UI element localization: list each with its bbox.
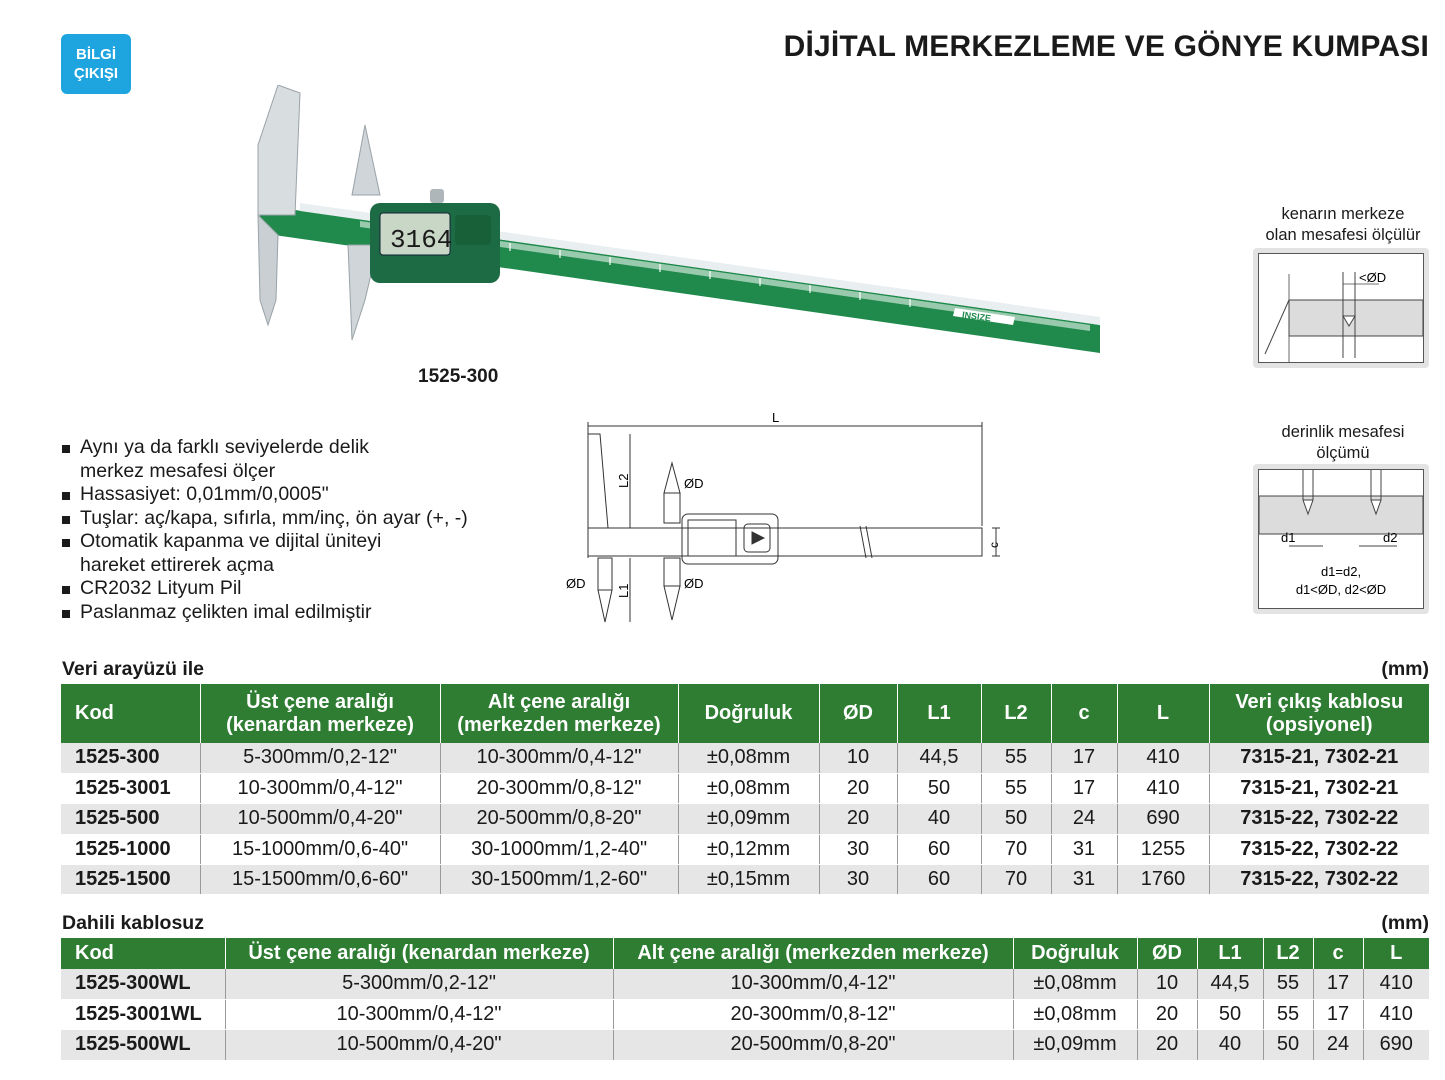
data-interface-table bbox=[61, 684, 1429, 895]
table-cell: ±0,08mm bbox=[678, 743, 819, 773]
wireless-table bbox=[61, 938, 1429, 1061]
table-cell: 31 bbox=[1051, 865, 1117, 895]
table-cell: 40 bbox=[897, 804, 981, 834]
table-cell: 1525-300WL bbox=[61, 969, 225, 999]
table-cell: 50 bbox=[1263, 1030, 1313, 1060]
table-cell: 17 bbox=[1051, 743, 1117, 773]
table-cell: 31 bbox=[1051, 834, 1117, 864]
table-cell: 50 bbox=[1197, 999, 1263, 1029]
table-cell: 30 bbox=[819, 834, 897, 864]
inset2-note-line2: d1<ØD, d2<ØD bbox=[1295, 582, 1387, 597]
table-cell: 1525-3001WL bbox=[61, 999, 225, 1029]
table-cell: 20-300mm/0,8-12" bbox=[613, 999, 1013, 1029]
table-cell: 7315-22, 7302-22 bbox=[1209, 804, 1429, 834]
table-cell: 1525-500WL bbox=[61, 1030, 225, 1060]
table-cell: 10 bbox=[819, 743, 897, 773]
table1-unit: (mm) bbox=[1381, 658, 1429, 680]
inset2-depth-measure bbox=[1253, 464, 1429, 614]
table-cell: 15-1500mm/0,6-60" bbox=[200, 865, 440, 895]
inset1-caption: kenarın merkeze olan mesafesi ölçülür bbox=[1265, 205, 1421, 244]
caliper-product-image bbox=[240, 85, 1110, 365]
table2-header-cell: Üst çene aralığı (kenardan merkeze) bbox=[225, 938, 613, 969]
table-cell: 20 bbox=[819, 804, 897, 834]
table2-header-cell: ØD bbox=[1137, 938, 1197, 969]
table-cell: 1525-300 bbox=[61, 743, 200, 773]
table-cell: 60 bbox=[897, 865, 981, 895]
table-cell: 20-500mm/0,8-20" bbox=[613, 1030, 1013, 1060]
table1-header-l: L bbox=[1117, 684, 1209, 743]
table2-header-cell: c bbox=[1313, 938, 1363, 969]
table-cell: ±0,08mm bbox=[678, 773, 819, 803]
table-row bbox=[61, 865, 1429, 895]
table-cell: 55 bbox=[981, 743, 1051, 773]
table2-header-cell: L1 bbox=[1197, 938, 1263, 969]
table-cell: ±0,08mm bbox=[1013, 999, 1137, 1029]
page-title: DİJİTAL MERKEZLEME VE GÖNYE KUMPASI bbox=[783, 30, 1429, 63]
table-cell: 10-300mm/0,4-12" bbox=[225, 999, 613, 1029]
table-row bbox=[61, 743, 1429, 773]
feature-item: Aynı ya da farklı seviyelerde delik merkez mesafesi ölçer bbox=[62, 436, 532, 483]
table-cell: 70 bbox=[981, 834, 1051, 864]
table-cell: 10-300mm/0,4-12" bbox=[613, 969, 1013, 999]
info-output-badge bbox=[61, 34, 131, 94]
table-cell: 20-300mm/0,8-12" bbox=[440, 773, 678, 803]
table-cell: 7315-22, 7302-22 bbox=[1209, 834, 1429, 864]
table2-header-cell: Alt çene aralığı (merkezden merkeze) bbox=[613, 938, 1013, 969]
table-cell: 24 bbox=[1051, 804, 1117, 834]
dim-label-L1: L1 bbox=[616, 583, 631, 598]
table-cell: 1525-1500 bbox=[61, 865, 200, 895]
inset2-caption: derinlik mesafesi ölçümü bbox=[1281, 423, 1405, 462]
table2-unit: (mm) bbox=[1381, 912, 1429, 934]
table-cell: 1525-1000 bbox=[61, 834, 200, 864]
table-cell: 50 bbox=[981, 804, 1051, 834]
table-cell: 44,5 bbox=[1197, 969, 1263, 999]
table-cell: 55 bbox=[1263, 999, 1313, 1029]
table-cell: 20-500mm/0,8-20" bbox=[440, 804, 678, 834]
table1-header-od: ØD bbox=[819, 684, 897, 743]
table-cell: 7315-21, 7302-21 bbox=[1209, 743, 1429, 773]
inset2-note-line1: d1=d2, bbox=[1320, 564, 1362, 579]
table-cell: 30 bbox=[819, 865, 897, 895]
table-cell: 10-500mm/0,4-20" bbox=[200, 804, 440, 834]
table-cell: 20 bbox=[1137, 999, 1197, 1029]
table-cell: 5-300mm/0,2-12" bbox=[200, 743, 440, 773]
dim-label-od-bottom: ØD bbox=[684, 576, 704, 591]
inset1-label: <ØD bbox=[1359, 270, 1387, 285]
table-cell: 17 bbox=[1051, 773, 1117, 803]
table-cell: 50 bbox=[897, 773, 981, 803]
table-row bbox=[61, 834, 1429, 864]
table-cell: ±0,08mm bbox=[1013, 969, 1137, 999]
table-cell: 1255 bbox=[1117, 834, 1209, 864]
table-cell: 20 bbox=[1137, 1030, 1197, 1060]
table-cell: 410 bbox=[1117, 743, 1209, 773]
table2-section-title: Dahili kablosuz bbox=[62, 912, 204, 934]
dimension-drawing bbox=[560, 408, 1010, 633]
table-cell: 40 bbox=[1197, 1030, 1263, 1060]
table1-section-header bbox=[62, 658, 1429, 681]
table-cell: 44,5 bbox=[897, 743, 981, 773]
inset2-d2-label: d2 bbox=[1383, 530, 1398, 545]
table-cell: 60 bbox=[897, 834, 981, 864]
table-row bbox=[61, 999, 1429, 1029]
table1-header-lower-jaw: Alt çene aralığı (merkezden merkeze) bbox=[440, 684, 678, 743]
table-cell: 17 bbox=[1313, 969, 1363, 999]
table-cell: 10-300mm/0,4-12" bbox=[200, 773, 440, 803]
table2-section-header bbox=[62, 912, 1429, 935]
table-cell: 5-300mm/0,2-12" bbox=[225, 969, 613, 999]
table-cell: 1525-3001 bbox=[61, 773, 200, 803]
inset2-d1-label: d1 bbox=[1281, 530, 1296, 545]
table-cell: 7315-21, 7302-21 bbox=[1209, 773, 1429, 803]
table2-header-cell: Doğruluk bbox=[1013, 938, 1137, 969]
table-cell: ±0,09mm bbox=[1013, 1030, 1137, 1060]
table-row bbox=[61, 804, 1429, 834]
table-cell: 10-500mm/0,4-20" bbox=[225, 1030, 613, 1060]
table-cell: 410 bbox=[1363, 969, 1429, 999]
badge-line1: BİLGİ bbox=[76, 46, 116, 63]
table1-header-c: c bbox=[1051, 684, 1117, 743]
dim-label-L2: L2 bbox=[616, 473, 631, 488]
feature-item: Paslanmaz çelikten imal edilmiştir bbox=[62, 601, 532, 625]
inset1-edge-to-center bbox=[1253, 248, 1429, 368]
dim-label-od-left: ØD bbox=[566, 576, 586, 591]
dim-label-c: c bbox=[987, 542, 1001, 548]
table-row bbox=[61, 773, 1429, 803]
brand-logo-text: INSIZE bbox=[961, 309, 992, 324]
table-cell: 10-300mm/0,4-12" bbox=[440, 743, 678, 773]
table1-header-code: Kod bbox=[61, 684, 200, 743]
table-cell: 17 bbox=[1313, 999, 1363, 1029]
dim-label-od-top: ØD bbox=[684, 476, 704, 491]
table-cell: 1525-500 bbox=[61, 804, 200, 834]
table-cell: 55 bbox=[981, 773, 1051, 803]
table-cell: 15-1000mm/0,6-40" bbox=[200, 834, 440, 864]
table1-header-l1: L1 bbox=[897, 684, 981, 743]
table1-section-title: Veri arayüzü ile bbox=[62, 658, 204, 680]
table-cell: 24 bbox=[1313, 1030, 1363, 1060]
table2-header-cell: Kod bbox=[61, 938, 225, 969]
feature-item: Hassasiyet: 0,01mm/0,0005" bbox=[62, 483, 532, 507]
table2-header-cell: L bbox=[1363, 938, 1429, 969]
feature-item: Otomatik kapanma ve dijital üniteyi hareket ettirerek açma bbox=[62, 530, 532, 577]
table1-header-cable: Veri çıkış kablosu (opsiyonel) bbox=[1209, 684, 1429, 743]
table-cell: 690 bbox=[1363, 1030, 1429, 1060]
table-cell: 70 bbox=[981, 865, 1051, 895]
lcd-reading: 3164 bbox=[390, 225, 453, 255]
badge-line2: ÇIKIŞI bbox=[73, 65, 119, 82]
table-cell: 30-1500mm/1,2-60" bbox=[440, 865, 678, 895]
table-cell: 55 bbox=[1263, 969, 1313, 999]
table-cell: 10 bbox=[1137, 969, 1197, 999]
table-cell: 410 bbox=[1117, 773, 1209, 803]
table-row bbox=[61, 1030, 1429, 1060]
table1-header-l2: L2 bbox=[981, 684, 1051, 743]
table-cell: 7315-22, 7302-22 bbox=[1209, 865, 1429, 895]
table-cell: ±0,12mm bbox=[678, 834, 819, 864]
table-cell: ±0,15mm bbox=[678, 865, 819, 895]
table1-header-upper-jaw: Üst çene aralığı (kenardan merkeze) bbox=[200, 684, 440, 743]
feature-item: CR2032 Lityum Pil bbox=[62, 577, 532, 601]
table-cell: 1760 bbox=[1117, 865, 1209, 895]
feature-list bbox=[62, 436, 532, 624]
table-cell: 30-1000mm/1,2-40" bbox=[440, 834, 678, 864]
table-cell: ±0,09mm bbox=[678, 804, 819, 834]
table-cell: 20 bbox=[819, 773, 897, 803]
table2-header-cell: L2 bbox=[1263, 938, 1313, 969]
table-cell: 690 bbox=[1117, 804, 1209, 834]
feature-item: Tuşlar: aç/kapa, sıfırla, mm/inç, ön ayar (+, -) bbox=[62, 507, 532, 531]
table1-header-accuracy: Doğruluk bbox=[678, 684, 819, 743]
product-model-label: 1525-300 bbox=[418, 366, 499, 387]
table-row bbox=[61, 969, 1429, 999]
table-cell: 410 bbox=[1363, 999, 1429, 1029]
dim-label-L: L bbox=[772, 410, 780, 425]
